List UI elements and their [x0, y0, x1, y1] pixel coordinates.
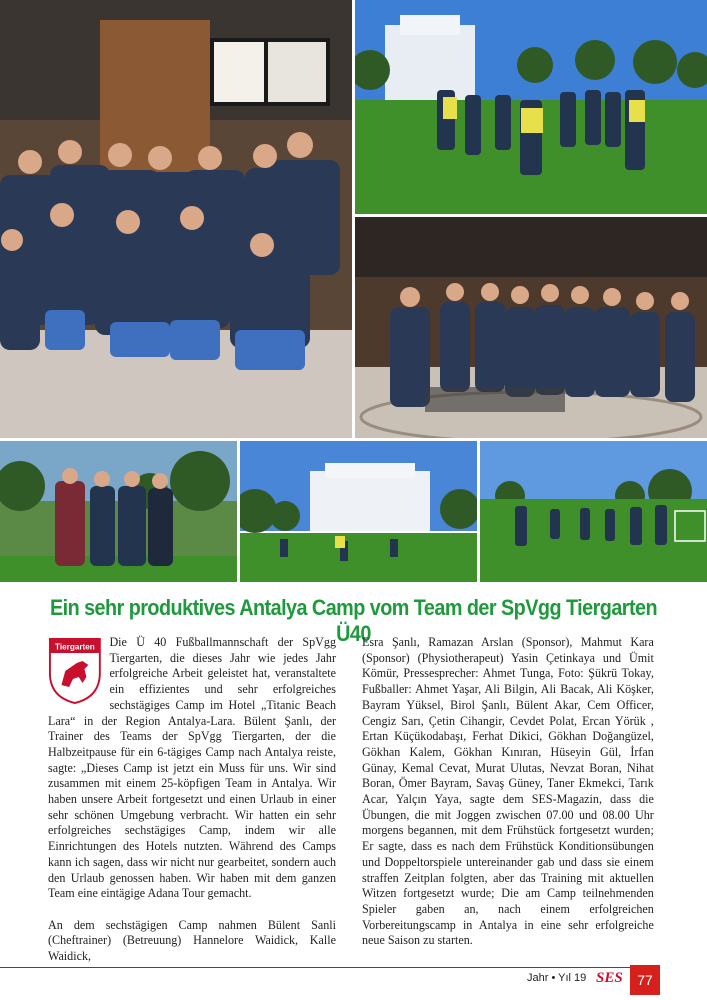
article-headline: Ein sehr produktives Antalya Camp vom Team der SpVgg Tiergarten Ü40 — [49, 595, 658, 646]
photo-team-lobby — [0, 0, 352, 438]
footer-rule — [0, 967, 630, 968]
photo-team-hotel-lobby — [355, 217, 707, 438]
article-right-column — [362, 635, 654, 965]
article-left-column — [48, 635, 336, 980]
article-paragraph: An dem sechstägigen Camp nahmen Bülent Sanli (Cheftrainer) (Betreuung) Hannelore Waidick, Kalle Waidick, — [48, 917, 336, 964]
svg-text:Tiergarten: Tiergarten — [55, 641, 95, 652]
photo-training-field — [355, 0, 707, 214]
photo-hotel-field — [240, 441, 477, 582]
photo-four-men — [0, 441, 237, 582]
page-number: 77 — [630, 965, 660, 995]
footer-issue: Jahr • Yıl 19 — [527, 972, 587, 984]
club-crest-logo — [48, 637, 102, 705]
article-paragraph: Esra Şanlı, Ramazan Arslan (Sponsor), Mahmut Kara (Sponsor) (Physiotherapeut) Yasin Çetinkaya und Ümit Kömür, Pressesprecher: Ahmet Tunga, Foto: Şükrü Tokay, Fußballer: Ahmet Yaşar, Ali Bilgin, Ali Bacak, Ali Köşker, Bayram Yüksel, Birol Şanlı, Bülent Akar, Cem Officer, Cengiz Sarı, Çetin Cihangir, Cevdet Polat, Ercan Yörük , Ertan Küçükodabaşı, Ferhat Dikici, Gökhan Doğangüzel, Gökhan Kalem, Gökhan Kınıran, Hüseyin Gül, İrfan Günay, Kemal Cevat, Murat Ulutas, Nevzat Boran, Nihat Boran, Ömer Bayram, Savaş Güney, Taner Ekmekci, Tarık Acar, Yalçın Yaya, sagte dem SES-Magazin, dass die Übungen, die mit Joggen zwischen 07.00 und 08.00 Uhr morgens begannen, mit dem Frühstück fortgesetzt wurden; Er sagte, dass es nach dem Frühstück Konditionsübungen und Doppeltorspiele untereinander gab und dass sie einem straffen Zeitplan folgten, aber das Training mit aktuellen Witzen fortgesetzt wurde; Die am Camp teilnehmenden Spieler gaben an, nach einem erfolgreichen Vorbereitungscamp in Antalya in eine sehr erfolgreiche neue Saison zu starten. — [362, 635, 654, 948]
article-paragraph: Die Ü 40 Fußballmannschaft der SpVgg Tiergarten, die dieses Jahr wie jedes Jahr erfolgreiche Arbeit geleistet hat, veranstaltete ein effizientes und sehr erfolgreiches sechstägiges Camp im Hotel „Titanic Beach Lara“ in der Region Antalya-Lara. Bülent Şanlı, der Trainer des Teams der SpVgg Tiergarten, der die Halbzeitpause für ein 6-tägiges Camp nach Antalya reiste, sagte: „Dieses Camp ist jetzt ein Muss für uns. Wir sind zusammen mit einem 25-köpfigen Team in Antalya. Wir haben unsere Arbeit fortgesetzt und einen Urlaub in einer sehr schönen Umgebung verbracht. Wir hatten ein sehr erfolgreiches sechstägiges Camp, indem wir alle Einrichtungen des Hotels nutzten. Während des Camps kann ich sagen, dass wir nicht nur gearbeitet, sondern auch den Urlaub genossen haben. Wir haben mit dem ganzen Team eine eintägige Adana Tour gemacht. — [48, 635, 336, 901]
ses-logo: SES — [596, 970, 623, 986]
photo-training-drill — [480, 441, 707, 582]
